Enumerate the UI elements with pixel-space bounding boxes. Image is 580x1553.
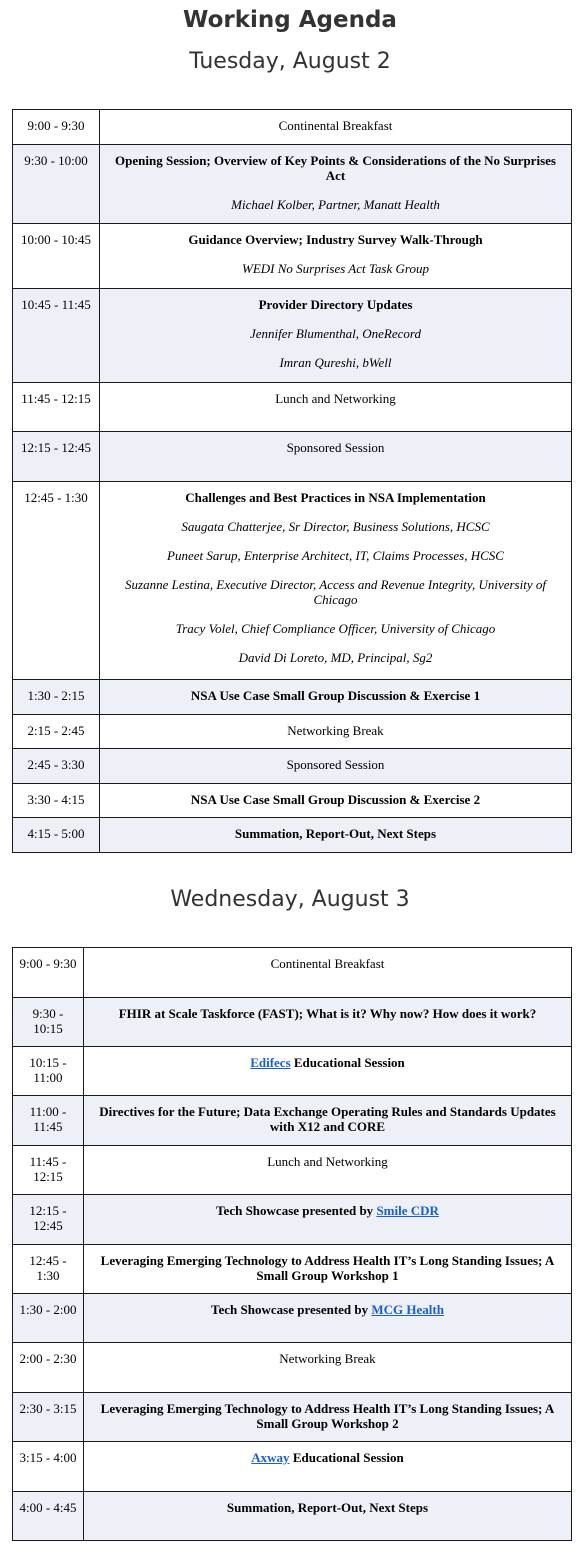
session-title: Provider Directory Updates [258,297,413,312]
session-time: 3:30 - 4:15 [13,784,100,818]
sponsor-link-axway[interactable]: Axway [251,1450,290,1465]
speaker-name: Suzanne Lestina, Executive Director, Access and Revenue Integrity, University of Chicago [125,577,546,607]
table-row [13,1492,572,1541]
session-cell [100,482,572,680]
day-heading-wednesday: Wednesday, August 3 [170,887,410,912]
table-row [13,1195,572,1245]
page-title: Working Agenda [183,7,397,33]
speaker-name: Tracy Volel, Chief Compliance Officer, University of Chicago [175,621,496,636]
table-row [13,1294,572,1343]
speaker-name: WEDI No Surprises Act Task Group [242,261,429,276]
session-time: 12:15 - 12:45 [13,432,100,482]
agenda-table-tuesday [12,109,572,853]
session-cell [100,224,572,289]
session-time: 12:45 - 1:30 [13,482,100,680]
table-row [13,1393,572,1442]
session-title: Summation, Report-Out, Next Steps [226,1500,429,1515]
session-cell [84,1096,572,1146]
table-row [13,818,572,853]
session-time: 11:45 - 12:15 [13,1146,84,1195]
table-row [13,948,572,998]
session-title-text: Tech Showcase presented by [216,1203,377,1218]
session-title [98,1302,557,1317]
session-cell [84,1146,572,1195]
session-time: 4:00 - 4:45 [13,1492,84,1541]
table-row [13,289,572,383]
sponsor-link-mcg-health[interactable]: MCG Health [371,1302,444,1317]
table-row [13,110,572,145]
session-cell [84,1442,572,1492]
session-title-rest: Educational Session [289,1450,404,1465]
table-row [13,145,572,224]
speaker-name: Puneet Sarup, Enterprise Architect, IT, Claims Processes, HCSC [167,548,504,563]
session-time: 3:15 - 4:00 [13,1442,84,1492]
session-time: 10:45 - 11:45 [13,289,100,383]
session-title: Directives for the Future; Data Exchange Operating Rules and Standards Updates with X12 and CORE [99,1104,556,1134]
table-row [13,1047,572,1096]
sponsor-link-smile-cdr[interactable]: Smile CDR [376,1203,439,1218]
table-row [13,998,572,1047]
table-row [13,715,572,749]
agenda-table-wednesday [12,947,572,1541]
sponsor-link-edifecs[interactable]: Edifecs [250,1055,291,1070]
session-title: Sponsored Session [286,757,385,772]
session-time: 2:45 - 3:30 [13,749,100,784]
session-time: 9:00 - 9:30 [13,110,100,145]
session-title: NSA Use Case Small Group Discussion & Exercise 1 [190,688,481,703]
session-time: 12:45 - 1:30 [13,1245,84,1294]
session-cell [100,680,572,715]
session-cell [84,1047,572,1096]
session-title: Networking Break [287,723,384,738]
session-cell [100,289,572,383]
session-title: Summation, Report-Out, Next Steps [234,826,437,841]
session-title [98,1055,557,1070]
speaker-name: Saugata Chatterjee, Sr Director, Business Solutions, HCSC [181,519,490,534]
session-time: 11:45 - 12:15 [13,383,100,432]
session-cell [100,749,572,784]
session-time: 2:30 - 3:15 [13,1393,84,1442]
session-cell [84,948,572,998]
session-time: 11:00 - 11:45 [13,1096,84,1146]
session-time: 10:00 - 10:45 [13,224,100,289]
session-time: 1:30 - 2:15 [13,680,100,715]
session-time: 2:00 - 2:30 [13,1343,84,1393]
session-cell [84,1492,572,1541]
session-cell [84,1294,572,1343]
session-title: Continental Breakfast [278,118,393,133]
speaker-name: Jennifer Blumenthal, OneRecord [250,326,421,341]
session-title [98,1450,557,1465]
table-row [13,1343,572,1393]
session-time: 9:30 - 10:00 [13,145,100,224]
session-time: 4:15 - 5:00 [13,818,100,853]
session-title: Leveraging Emerging Technology to Address Health IT’s Long Standing Issues; A Small Group Workshop 2 [100,1401,555,1431]
session-cell [100,145,572,224]
session-time: 2:15 - 2:45 [13,715,100,749]
session-title-rest: Educational Session [290,1055,405,1070]
session-cell [100,110,572,145]
speaker-name: Imran Qureshi, bWell [279,355,392,370]
session-title [98,1203,557,1218]
session-cell [100,383,572,432]
table-row [13,680,572,715]
table-row [13,1096,572,1146]
session-title-text: Tech Showcase presented by [211,1302,372,1317]
table-row [13,224,572,289]
session-time: 10:15 - 11:00 [13,1047,84,1096]
session-title: Networking Break [279,1351,376,1366]
session-cell [84,1195,572,1245]
table-row [13,1146,572,1195]
session-title: Sponsored Session [286,440,385,455]
table-row [13,432,572,482]
session-title: Continental Breakfast [270,956,385,971]
table-row [13,482,572,680]
session-title: Opening Session; Overview of Key Points & Considerations of the No Surprises Act [115,153,556,183]
table-row [13,1442,572,1492]
session-cell [84,1393,572,1442]
table-row [13,749,572,784]
session-cell [100,432,572,482]
session-cell [84,998,572,1047]
speaker-name: David Di Loreto, MD, Principal, Sg2 [238,650,433,665]
table-row [13,1245,572,1294]
session-cell [84,1245,572,1294]
session-title: Lunch and Networking [267,1154,388,1169]
session-time: 9:00 - 9:30 [13,948,84,998]
session-cell [100,784,572,818]
speaker-name: Michael Kolber, Partner, Manatt Health [231,197,440,212]
session-time: 1:30 - 2:00 [13,1294,84,1343]
session-cell [84,1343,572,1393]
session-cell [100,818,572,853]
table-row [13,784,572,818]
session-cell [100,715,572,749]
session-time: 9:30 - 10:15 [13,998,84,1047]
session-title: Leveraging Emerging Technology to Address Health IT’s Long Standing Issues; A Small Group Workshop 1 [100,1253,555,1283]
session-title: FHIR at Scale Taskforce (FAST); What is it? Why now? How does it work? [118,1006,537,1021]
session-title: Guidance Overview; Industry Survey Walk-Through [188,232,483,247]
session-title: Lunch and Networking [275,391,396,406]
table-row [13,383,572,432]
day-heading-tuesday: Tuesday, August 2 [189,49,391,74]
session-time: 12:15 - 12:45 [13,1195,84,1245]
session-title: Challenges and Best Practices in NSA Implementation [185,490,486,505]
session-title: NSA Use Case Small Group Discussion & Exercise 2 [190,792,481,807]
